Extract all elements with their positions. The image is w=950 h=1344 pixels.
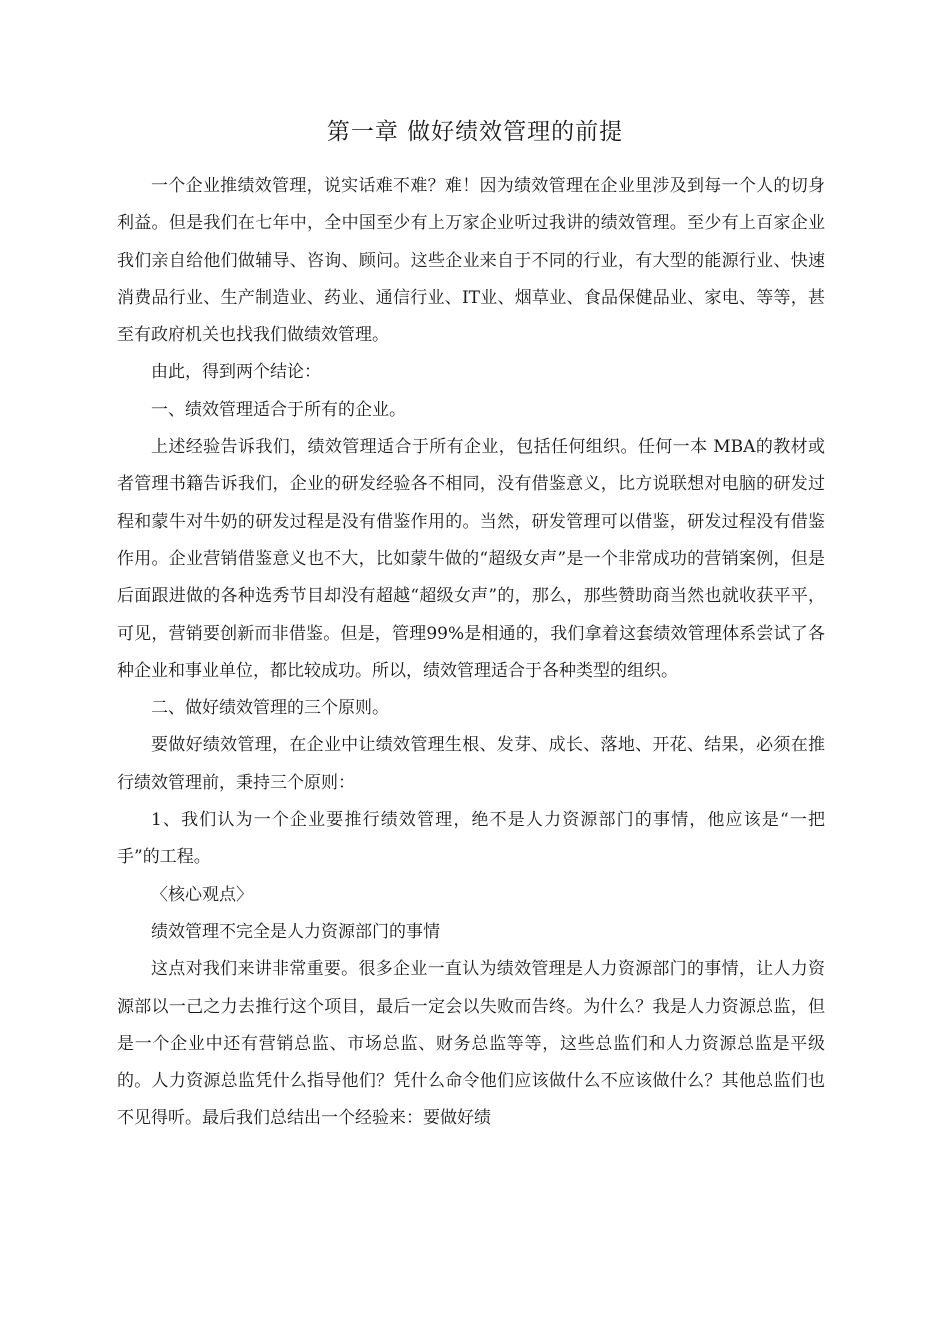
principle-1: 1、我们认为一个企业要推行绩效管理，绝不是人力资源部门的事情，他应该是“一把手”的工程。 [117, 810, 825, 868]
paragraph-intro: 一个企业推绩效管理，说实话难不难？难！因为绩效管理在企业里涉及到每一个人的切身利益。但是我们在七年中，全中国至少有上万家企业听过我讲的绩效管理。至少有上百家企业我们亲自给他们做辅导、咨询、顾问。这些企业来自于不同的行业，有大型的能源行业、快速消费品行业、生产制造业、药业、通信行业、IT业、烟草业、食品保健品业、家电、等等，甚至有政府机关也找我们做绩效管理。 [117, 176, 825, 346]
section-heading-1: 一、绩效管理适合于所有的企业。 [151, 399, 406, 420]
paragraph-principles-lead: 要做好绩效管理，在企业中让绩效管理生根、发芽、成长、落地、开花、结果，必须在推行绩效管理前，秉持三个原则： [117, 735, 825, 793]
section-heading-2: 二、做好绩效管理的三个原则。 [151, 698, 389, 719]
paragraph-conclusion-lead: 由此，得到两个结论： [151, 362, 321, 383]
paragraph-explanation: 这点对我们来讲非常重要。很多企业一直认为绩效管理是人力资源部门的事情，让人力资源部以一己之力去推行这个项目，最后一定会以失败而告终。为什么？我是人力资源总监，但是一个企业中还有营销总监、市场总监、财务总监等等，这些总监们和人力资源总监是平级的。人力资源总监凭什么指导他们？凭什么命令他们应该做什么不应该做什么？其他总监们也不见得听。最后我们总结出一个经验来：要做好绩 [117, 959, 825, 1129]
paragraph-experience: 上述经验告诉我们，绩效管理适合于所有企业，包括任何组织。任何一本 MBA的教材或者管理书籍告诉我们，企业的研发经验各不相同，没有借鉴意义，比方说联想对电脑的研发过程和蒙牛对牛奶的研发过程是没有借鉴作用的。当然，研发管理可以借鉴，研发过程没有借鉴作用。企业营销借鉴意义也不大，比如蒙牛做的“超级女声”是一个非常成功的营销案例，但是后面跟进做的各种选秀节目却没有超越“超级女声”的，那么，那些赞助商当然也就收获平平，可见，营销要创新而非借鉴。但是，管理99%是相通的，我们拿着这套绩效管理体系尝试了各种企业和事业单位，都比较成功。所以，绩效管理适合于各种类型的组织。 [117, 437, 825, 681]
core-viewpoint-text: 绩效管理不完全是人力资源部门的事情 [151, 921, 440, 942]
document-body [117, 168, 825, 1138]
chapter-title: 第一章 做好绩效管理的前提 [326, 119, 624, 145]
core-viewpoint-label: 〈核心观点〉 [151, 884, 253, 905]
